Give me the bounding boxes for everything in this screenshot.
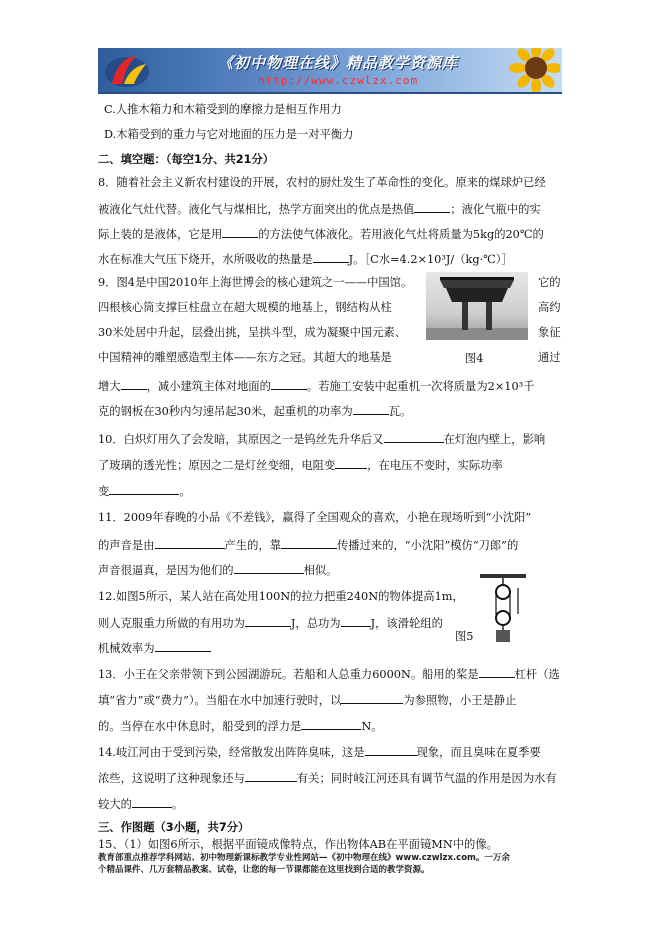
q12-text: J，总功为 <box>290 617 341 630</box>
q10-text: ，在电压不变时，实际功率 <box>367 459 503 472</box>
q12-text: 机械效率为 <box>98 642 155 655</box>
answer-blank <box>384 430 444 443</box>
figure-5-label: 图5 <box>455 630 474 643</box>
q10-text: 10．白炽灯用久了会发暗，其原因之一是钨丝先升华后又 <box>98 433 384 446</box>
q12-line-2 <box>98 614 443 632</box>
q9-line-4-right: 通过 <box>538 351 561 364</box>
q9-line-3: 30米处居中升起，层叠出挑，呈拱斗型，成为凝聚中国元素、 <box>98 326 407 339</box>
q9-line-2: 四根核心筒支撑巨柱盘立在超大规模的地基上，钢结构从柱 <box>98 301 392 314</box>
answer-blank <box>313 250 349 263</box>
q13-text: N。 <box>361 720 383 733</box>
q14-line-1 <box>98 743 541 761</box>
q10-line-1 <box>98 430 545 448</box>
q13-line-2 <box>98 691 516 709</box>
q14-text: 有关；同时岐江河还具有调节气温的作用是因为水有 <box>296 772 557 785</box>
answer-blank <box>121 377 147 390</box>
site-logo-icon <box>102 50 152 90</box>
sunflower-icon <box>500 48 560 94</box>
q13-text: 杠杆（选 <box>514 668 560 681</box>
q9-text: 增大 <box>98 380 121 393</box>
q8-text: 际上装的是液体，它是用 <box>98 228 223 241</box>
q13-text: 的。当停在水中休息时，船受到的浮力是 <box>98 720 302 733</box>
figure-4-label: 图4 <box>465 352 484 365</box>
q13-text: 填“省力”或“费力”）。当船在水中加速行驶时，以 <box>98 694 342 707</box>
q14-text: 现象，而且臭味在夏季要 <box>416 746 541 759</box>
page-footer <box>98 852 568 876</box>
q8-text: ；液化气瓶中的实 <box>450 203 541 216</box>
answer-blank <box>155 536 225 549</box>
q14-text: 较大的 <box>98 798 132 811</box>
q9-text: ，减小建筑主体对地面的 <box>146 380 271 393</box>
banner-title: 《初中物理在线》精品教学资源库 <box>218 54 459 72</box>
q11-text: 相似。 <box>303 564 338 577</box>
q14-text: 14.岐江河由于受到污染，经常散发出阵阵臭味，这是 <box>98 746 365 759</box>
answer-blank <box>271 377 307 390</box>
answer-blank <box>335 456 367 469</box>
q15-line-1: 15、（1）如图6所示，根据平面镜成像特点，作出物体AB在平面镜MN中的像。 <box>98 838 498 851</box>
q9-line-5 <box>98 377 535 395</box>
q10-line-2 <box>98 456 503 474</box>
answer-blank <box>341 691 403 704</box>
answer-blank <box>132 795 172 808</box>
q12-text: 则人克服重力所做的有用功为 <box>98 617 245 630</box>
q8-line-1: 8．随着社会主义新农村建设的开展，农村的厨灶发生了革命性的变化。原来的煤球炉已经 <box>98 176 546 189</box>
answer-blank <box>353 402 389 415</box>
answer-blank <box>245 769 297 782</box>
section-2-heading: 二、填空题：（每空1分、共21分） <box>98 153 275 166</box>
q8-text: J。［C水=4.2×10³J/（kg·℃）］ <box>348 253 513 266</box>
answer-blank <box>245 614 291 627</box>
q14-line-2 <box>98 769 557 787</box>
answer-blank <box>109 482 179 495</box>
q11-text: 产生的，靠 <box>224 539 281 552</box>
q12-line-1: 12.如图5所示，某人站在高处用100N的拉力把重240N的物体提高1m， <box>98 590 464 603</box>
q9-line-4: 中国精神的雕塑感造型主体——东方之冠。其超大的地基是 <box>98 351 392 364</box>
footer-line-2: 个精品课件、几万套精品教案、试卷，让您的每一节课都能在这里找到合适的教学资源。 <box>98 865 430 875</box>
answer-blank <box>155 639 211 652</box>
footer-line-1: 教育部重点推荐学科网站、初中物理新课标教学专业性网站—《初中物理在线》www.czwlzx.com。一万余 <box>98 853 510 863</box>
answer-blank <box>301 717 361 730</box>
answer-blank <box>222 225 258 238</box>
section-3-heading: 三、作图题（3小题，共7分） <box>98 821 250 834</box>
q11-text: 声音很逼真，是因为他们的 <box>98 564 234 577</box>
q12-text: J，该滑轮组的 <box>370 617 443 630</box>
q8-line-2 <box>98 200 541 218</box>
q9-text: 克的钢板在30秒内匀速吊起30米，起重机的功率为 <box>98 405 353 418</box>
answer-blank <box>234 561 304 574</box>
q11-text: 的声音是由 <box>98 539 155 552</box>
q10-text: 在灯泡内壁上，影响 <box>443 433 546 446</box>
q10-text: 了玻璃的透光性；原因之二是灯丝变细，电阻变 <box>98 459 336 472</box>
q13-line-1 <box>98 665 560 683</box>
china-pavilion-icon <box>426 272 528 340</box>
q9-text: 。若施工安装中起重机一次将质量为2×10³千 <box>306 380 535 393</box>
q8-line-4 <box>98 250 513 268</box>
q9-line-2-right: 高约 <box>538 301 561 314</box>
q8-text: 被液化气灶代替。液化气与煤相比，热学方面突出的优点是热值 <box>98 203 415 216</box>
q9-line-6 <box>98 402 411 420</box>
q10-line-3 <box>98 482 191 500</box>
q11-line-2 <box>98 536 518 554</box>
banner-url[interactable]: http://www.czwlzx.com <box>258 74 419 87</box>
q11-line-1: 11．2009年春晚的小品《不差钱》，赢得了全国观众的喜欢，小艳在现场听到“小沈阳” <box>98 511 532 524</box>
pulley-system-icon <box>478 574 528 644</box>
q13-line-3 <box>98 717 383 735</box>
china-pavilion-photo <box>426 272 528 340</box>
q10-text: 变 <box>98 485 110 498</box>
q10-text: 。 <box>179 485 191 498</box>
q13-text: 13．小王在父亲带领下到公园湖游玩。若船和人总重力6000N。船用的桨是 <box>98 668 479 681</box>
q11-text: 传播过来的，“小沈阳”模仿“刀郎”的 <box>337 539 519 552</box>
q11-line-3 <box>98 561 337 579</box>
q9-line-3-right: 象征 <box>538 326 561 339</box>
answer-blank <box>341 614 371 627</box>
q9-text: 瓦。 <box>388 405 412 418</box>
q14-text: 。 <box>171 798 184 811</box>
q14-text: 浓些，这说明了这种现象还与 <box>98 772 245 785</box>
answer-blank <box>414 200 450 213</box>
answer-blank <box>281 536 337 549</box>
q9-line-1-right: 它的 <box>538 276 561 289</box>
option-d: D.木箱受到的重力与它对地面的压力是一对平衡力 <box>104 128 354 141</box>
option-c: C.人推木箱力和木箱受到的摩擦力是相互作用力 <box>104 103 342 116</box>
q13-text: 为参照物，小王是静止 <box>403 694 517 707</box>
answer-blank <box>365 743 417 756</box>
q9-line-1: 9．图4是中国2010年上海世博会的核心建筑之一——中国馆。 <box>98 276 413 289</box>
q8-text: 水在标准大气压下烧开，水所吸收的热量是 <box>98 253 313 266</box>
q8-line-3 <box>98 225 544 243</box>
answer-blank <box>479 665 515 678</box>
header-banner <box>98 48 562 94</box>
q12-line-3 <box>98 639 211 657</box>
q8-text: 的方法使气体液化。若用液化气灶将质量为5kg的20℃的 <box>258 228 544 241</box>
q14-line-3 <box>98 795 183 813</box>
